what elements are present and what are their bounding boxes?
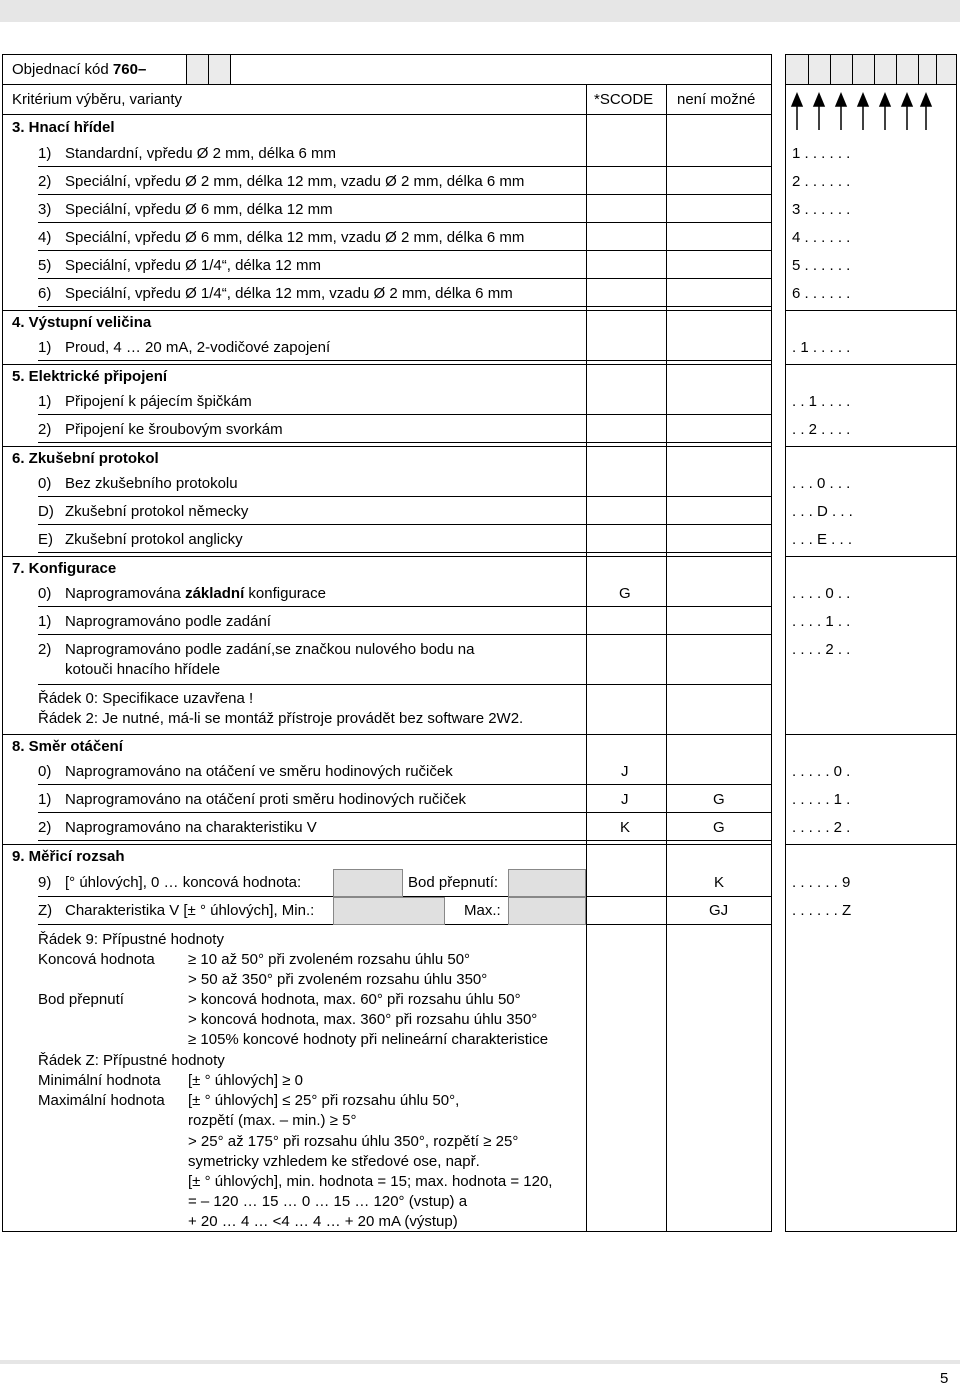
row-num: 2) [38,173,52,190]
row-text: [° úhlových], 0 … koncová hodnota: [65,874,302,891]
row-np: G [713,791,725,808]
row-text: Připojení k pájecím špičkám [65,393,252,410]
row-num: 0) [38,763,52,780]
row-num: 2) [38,641,52,658]
note: rozpětí (max. – min.) ≥ 5° [188,1112,357,1129]
note: Řádek Z: Přípustné hodnoty [38,1052,225,1069]
row-text: Speciální, vpředu Ø 1/4“, délka 12 mm, vzadu Ø 2 mm, délka 6 mm [65,285,513,302]
bottom-gray-bar [0,1360,960,1364]
row-np: GJ [709,902,729,919]
row-num: Z) [38,902,53,919]
row-text: Připojení ke šroubovým svorkám [65,421,283,438]
section-8-title: 8. Směr otáčení [12,738,123,755]
row-code: . . . . 2 . . [792,641,851,658]
row-text: Speciální, vpředu Ø 1/4“, délka 12 mm [65,257,321,274]
note: ≥ 10 až 50° při zvoleném rozsahu úhlu 50° [188,951,471,968]
row-num: 5) [38,257,52,274]
note: Řádek 2: Je nutné, má-li se montáž přístroje provádět bez software 2W2. [38,710,524,727]
row-code: . . . E . . . [792,531,853,548]
end-value-input[interactable] [333,869,403,897]
row-code: . . . . . . 9 [792,874,851,891]
row-code: . . 1 . . . . [792,393,851,410]
row-num: 1) [38,791,52,808]
scode-label: *SCODE [594,91,654,108]
row-num: 4) [38,229,52,246]
row-num: 1) [38,613,52,630]
max-input[interactable] [508,897,586,925]
switch-point-label: Bod přepnutí: [408,874,499,891]
row-text: Naprogramováno na charakteristiku V [65,819,317,836]
row-text: Naprogramována základní konfigurace [65,585,326,602]
page-number: 5 [940,1370,949,1387]
section-5-title: 5. Elektrické připojení [12,368,168,385]
row-code: 6 . . . . . . [792,285,851,302]
row-text: Bez zkušebního protokolu [65,475,238,492]
row-num: D) [38,503,54,520]
arrows-icon [786,92,956,132]
row-code: . . . . . . Z [792,902,852,919]
row-text: Proud, 4 … 20 mA, 2-vodičové zapojení [65,339,331,356]
row-scode: J [621,791,629,808]
row-code: 2 . . . . . . [792,173,851,190]
row-text: Zkušební protokol anglicky [65,531,243,548]
note: + 20 … 4 … <4 … 4 … + 20 mA (výstup) [188,1213,458,1230]
row-num: 1) [38,339,52,356]
row-text: Standardní, vpředu Ø 2 mm, délka 6 mm [65,145,336,162]
row-scode: G [619,585,631,602]
row-code: . . . . . 1 . [792,791,851,808]
row-num: 6) [38,285,52,302]
row-code: 3 . . . . . . [792,201,851,218]
row-num: 2) [38,421,52,438]
top-gray-bar [0,0,960,22]
row-code: 4 . . . . . . [792,229,851,246]
row-num: 0) [38,585,52,602]
row-text: Naprogramováno podle zadání,se značkou nulového bodu na [65,641,475,658]
row-num: 1) [38,145,52,162]
note: = – 120 … 15 … 0 … 15 … 120° (vstup) a [188,1193,468,1210]
note: symetricky vzhledem ke středové ose, např. [188,1153,480,1170]
note: > koncová hodnota, max. 360° při rozsahu úhlu 350° [188,1011,538,1028]
row-np: K [714,874,725,891]
row-num: 2) [38,819,52,836]
note: [± ° úhlových], min. hodnota = 15; max. hodnota = 120, [188,1173,553,1190]
row-scode: J [621,763,629,780]
max-label: Max.: [464,902,501,919]
row-text: Naprogramováno podle zadání [65,613,271,630]
row-num: 3) [38,201,52,218]
row-code: . . . . 1 . . [792,613,851,630]
row-code: 1 . . . . . . [792,145,851,162]
note: Maximální hodnota [38,1092,165,1109]
row-code: . 1 . . . . . [792,339,851,356]
row-code: . . . . . 0 . [792,763,851,780]
switch-point-input[interactable] [508,869,586,897]
row-num: 9) [38,874,52,891]
note: > 50 až 350° při zvoleném rozsahu úhlu 350° [188,971,488,988]
min-input[interactable] [333,897,445,925]
section-3-title: 3. Hnací hřídel [12,119,115,136]
note: Bod přepnutí [38,991,124,1008]
note: Řádek 0: Specifikace uzavřena ! [38,690,254,707]
not-possible-label: není možné [677,91,756,108]
order-code-label: Objednací kód 760– [12,61,147,78]
row-text: Zkušební protokol německy [65,503,249,520]
row-code: . . . . 0 . . [792,585,851,602]
note: > 25° až 175° při rozsahu úhlu 350°, rozpětí ≥ 25° [188,1133,519,1150]
section-4-title: 4. Výstupní veličina [12,314,152,331]
section-6-title: 6. Zkušební protokol [12,450,159,467]
row-text: Naprogramováno na otáčení proti směru hodinových ručiček [65,791,467,808]
note: Minimální hodnota [38,1072,161,1089]
row-code: . . . . . 2 . [792,819,851,836]
row-code: . . . 0 . . . [792,475,851,492]
row-code: 5 . . . . . . [792,257,851,274]
note: [± ° úhlových] ≥ 0 [188,1072,304,1089]
row-np: G [713,819,725,836]
row-num: E) [38,531,53,548]
row-scode: K [620,819,631,836]
note: Koncová hodnota [38,951,155,968]
note: Řádek 9: Přípustné hodnoty [38,931,224,948]
note: > koncová hodnota, max. 60° při rozsahu úhlu 50° [188,991,521,1008]
row-code: . . . D . . . [792,503,853,520]
row-code: . . 2 . . . . [792,421,851,438]
row-num: 0) [38,475,52,492]
note: [± ° úhlových] ≤ 25° při rozsahu úhlu 50°, [188,1092,460,1109]
row-text: Speciální, vpředu Ø 6 mm, délka 12 mm [65,201,333,218]
row-text: Charakteristika V [± ° úhlových], Min.: [65,902,315,919]
row-num: 1) [38,393,52,410]
row-text: kotouči hnacího hřídele [65,661,221,678]
section-9-title: 9. Měřicí rozsah [12,848,125,865]
row-text: Naprogramováno na otáčení ve směru hodinových ručiček [65,763,453,780]
criteria-label: Kritérium výběru, varianty [12,91,183,108]
note: ≥ 105% koncové hodnoty při nelineární charakteristice [188,1031,549,1048]
section-7-title: 7. Konfigurace [12,560,117,577]
row-text: Speciální, vpředu Ø 2 mm, délka 12 mm, vzadu Ø 2 mm, délka 6 mm [65,173,525,190]
row-text: Speciální, vpředu Ø 6 mm, délka 12 mm, vzadu Ø 2 mm, délka 6 mm [65,229,525,246]
